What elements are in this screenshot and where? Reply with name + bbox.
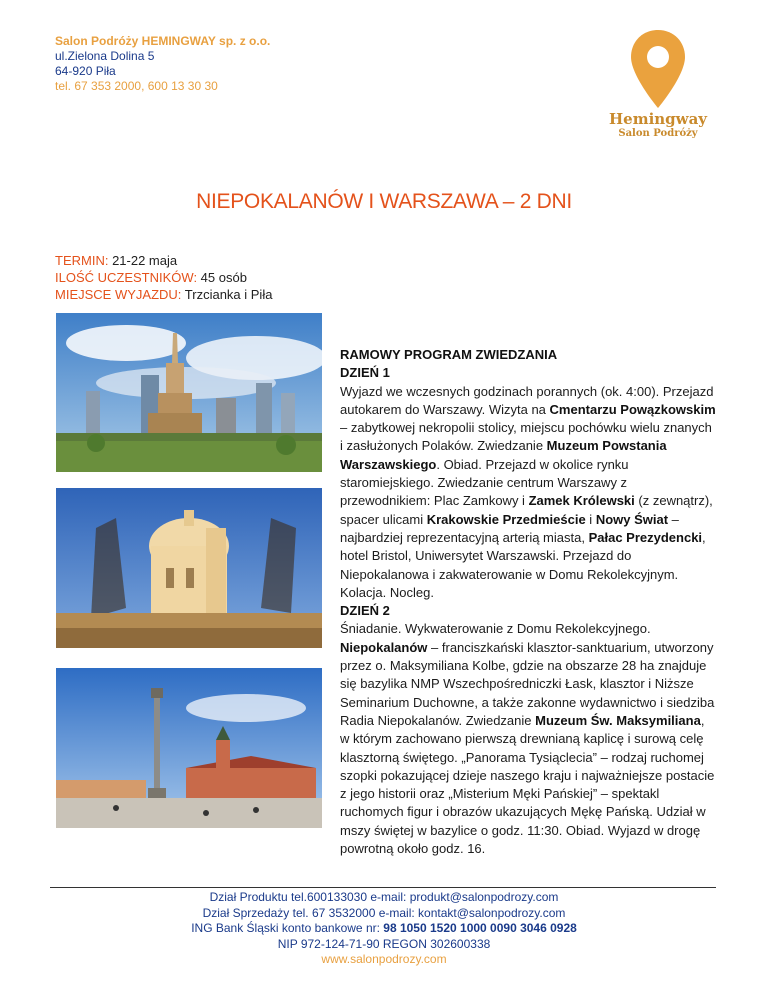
uczestnicy-label: ILOŚĆ UCZESTNIKÓW:	[55, 270, 198, 285]
day2-part: Śniadanie. Wykwaterowanie z Domu Rekolekcyjnego.	[340, 621, 651, 637]
footer-sales-contact: Dział Sprzedaży tel. 67 3532000 e-mail: kontakt@salonpodrozy.com	[202, 905, 566, 920]
photo-church-dome	[56, 488, 322, 648]
day2-part: , w którym zachowano pierwszą drewnianą kaplicę i surową celę klasztorną świętego. „Panorama Tysiąclecia” – rodzaj ruchomej szopki pokazującej dzieje naszego kraju i najważniejsze postacie z jego historii oraz „Misterium Męki Pańskiej” – spektakl ruchomych figur i obrazów ukazujących Mękę Pańską. Udział w mszy świętej w bazylice o godz. 11:30. Obiad. Wyjazd w drogę powrotną około godz. 16.	[340, 712, 715, 857]
hemingway-logo	[598, 28, 718, 148]
info-miejsce	[55, 286, 272, 303]
day2-heading: DZIEŃ 2	[340, 603, 390, 619]
day1-part: , hotel Bristol, Uniwersytet Warszawski. Przejazd do Niepokalanowa i zakwaterowanie w Domu Rekolekcyjnym. Kolacja. Nocleg.	[340, 529, 706, 600]
photo-palace-of-culture	[56, 313, 322, 472]
page-footer	[0, 890, 768, 968]
page-title: NIEPOKALANÓW I WARSZAWA – 2 DNI	[196, 190, 572, 213]
day1-part: – zabytkowej nekropolii stolicy, miejscu pochówku wielu znanych i zasłużonych Polaków. Zwiedzanie	[340, 420, 712, 454]
company-header	[55, 34, 270, 94]
day1-part: (z zewnątrz), spacer ulicami	[340, 493, 713, 527]
miejsce-label: MIEJSCE WYJAZDU:	[55, 287, 182, 302]
company-phone: tel. 67 353 2000, 600 13 30 30	[55, 79, 218, 93]
day1-part: – najbardziej reprezentacyjną arterią miasta,	[340, 511, 679, 545]
termin-value: 21-22 maja	[108, 253, 178, 268]
footer-bank	[0, 921, 768, 937]
place-palac: Pałac Prezydencki	[588, 529, 703, 545]
footer-nip-regon: NIP 972-124-71-90 REGON 302600338	[277, 936, 491, 951]
day1-part: . Obiad. Przejazd w okolice rynku staromiejskiego. Zwiedzanie centrum Warszawy z przewodnikiem: Plac Zamkowy i	[340, 456, 629, 509]
day1-part: Wyjazd we wczesnych godzinach porannych (ok. 4:00). Przejazd autokarem do Warszawy. Wizyta na	[340, 383, 714, 417]
place-muzeum-powstania: Muzeum Powstania Warszawskiego	[340, 438, 667, 472]
photo-castle-square	[56, 668, 322, 828]
place-muzeum-maksymiliana: Muzeum Św. Maksymiliana	[535, 712, 701, 728]
logo-brand: Hemingway	[608, 110, 708, 128]
day1-heading: DZIEŃ 1	[340, 365, 390, 381]
trip-info	[55, 252, 272, 303]
place-niepokalanow: Niepokalanów	[340, 639, 428, 655]
bank-prefix: ING Bank Śląski konto bankowe nr:	[191, 921, 384, 936]
day1-part: i	[585, 511, 596, 527]
company-city: 64-920 Piła	[55, 64, 116, 78]
footer-product-contact: Dział Produktu tel.600133030 e-mail: produkt@salonpodrozy.com	[209, 890, 559, 904]
company-name: Salon Podróży HEMINGWAY sp. z o.o.	[55, 34, 271, 48]
logo-subtitle: Salon Podróży	[618, 128, 698, 139]
day2-text	[340, 620, 716, 858]
footer-divider	[50, 887, 716, 888]
day2-part: – franciszkański klasztor-sanktuarium, utworzony przez o. Maksymiliana Kolbe, gdzie na obszarze 28 ha znajduje się bazylika NMP Wszechpośredniczki Łask, klasztor i Niższe Seminarium Duchowne, a także zakonne wydawnictwo i siedziba Radia Niepokalanów. Zwiedzanie	[340, 639, 715, 728]
uczestnicy-value: 45 osób	[197, 270, 247, 285]
place-zamek: Zamek Królewski	[528, 493, 635, 509]
miejsce-value: Trzcianka i Piła	[181, 287, 273, 302]
info-uczestnicy	[55, 269, 272, 286]
bank-account: 98 1050 1520 1000 0090 3046 0928	[383, 921, 577, 936]
map-pin-icon	[628, 28, 688, 110]
program-text	[340, 346, 716, 858]
place-nowy-swiat: Nowy Świat	[595, 511, 669, 527]
program-heading: RAMOWY PROGRAM ZWIEDZANIA	[340, 347, 558, 362]
place-powazki: Cmentarzu Powązkowskim	[549, 401, 716, 417]
day1-text	[340, 383, 716, 603]
company-street: ul.Zielona Dolina 5	[55, 49, 155, 63]
place-krakowskie: Krakowskie Przedmieście	[426, 511, 586, 527]
footer-website[interactable]: www.salonpodrozy.com	[321, 952, 447, 967]
info-termin	[55, 252, 272, 269]
termin-label: TERMIN:	[55, 253, 109, 268]
